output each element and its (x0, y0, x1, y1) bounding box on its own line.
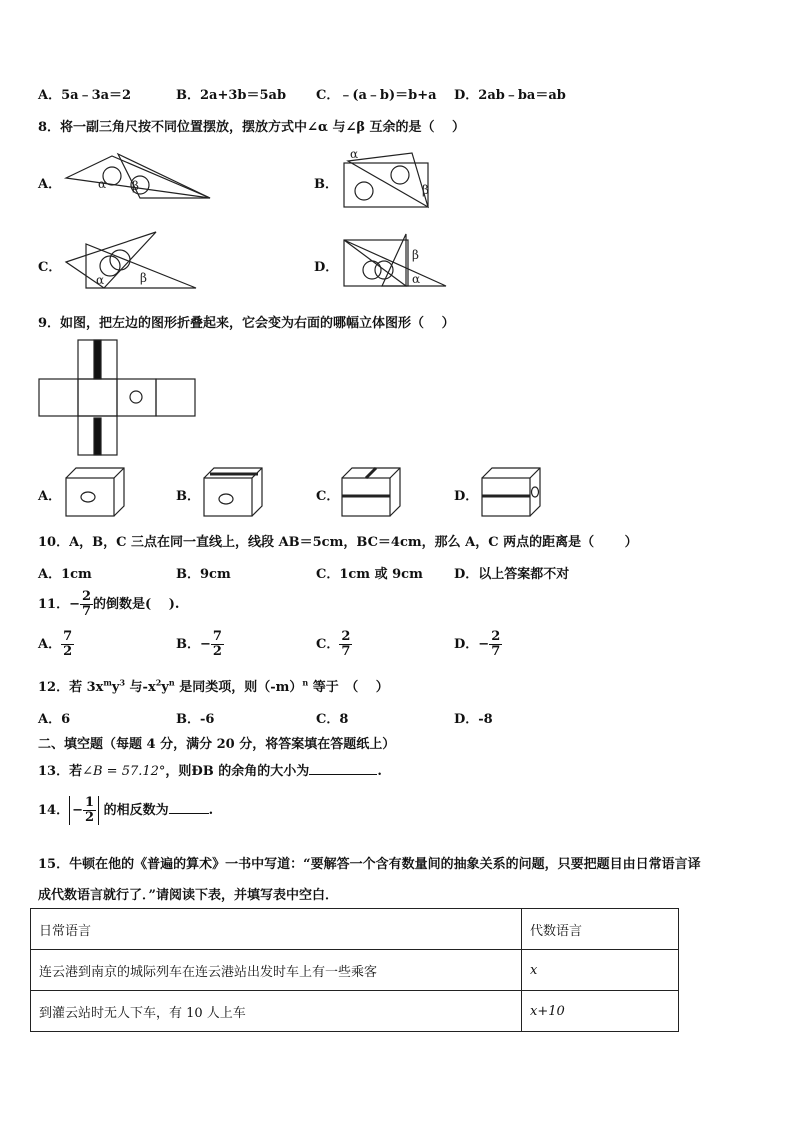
q12-stem: 12．若 $3x^my^3$ 与$-x^2y^n$ 是同类项，则$(-m)^n$ 等于 （ ） (38, 677, 389, 695)
q9-cube-a (64, 466, 128, 518)
q12-option-b: B．-6 (176, 712, 215, 727)
q11-stem: 11．− $\frac{2}{7}$ 的倒数是( ). (38, 589, 180, 619)
q9-net-figure (38, 338, 198, 458)
table-cell: 到灌云站时无人下车，有 10 人上车 (31, 991, 522, 1032)
table-header-row (31, 909, 679, 950)
q12-option-d: D．-8 (454, 712, 493, 727)
q9-cube-b (202, 466, 266, 518)
q8-b-beta: β (422, 183, 429, 197)
q11-option-b: B．− $\frac{7}{2}$ (176, 629, 222, 659)
q14-stem: 14． − $\frac{1}{2}$ 的相反数为 . (38, 795, 214, 825)
table-header-cell: 日常语言 (31, 909, 522, 950)
q9-label-a: A． (38, 489, 62, 504)
q7-option-a: A．5a﹣3a＝2 (38, 88, 132, 103)
table-cell: x+10 (522, 991, 679, 1032)
table-cell: x (522, 950, 679, 991)
q8-figure-d (342, 234, 452, 289)
q11-option-d: D．− $\frac{2}{7}$ (454, 629, 501, 659)
q7-option-d: D．2ab﹣ba＝ab (454, 88, 566, 103)
q13-stem: 13．若∠B = 57.12°，则ÐB 的余角的大小为 . (38, 764, 382, 779)
q8-d-beta: β (412, 248, 419, 262)
q9-label-d: D． (454, 489, 479, 504)
q11-option-a: A． $\frac{7}{2}$ (38, 629, 73, 659)
q9-cube-d (480, 466, 544, 518)
q8-a-beta: β (132, 179, 139, 193)
q8-figure-b (342, 145, 442, 210)
table-cell: 连云港到南京的城际列车在连云港站出发时车上有一些乘客 (31, 950, 522, 991)
q10-option-b: B．9cm (176, 567, 231, 582)
q9-cube-c (340, 466, 404, 518)
table-row (31, 950, 679, 991)
q8-a-alpha: α (98, 177, 107, 191)
q8-c-beta: β (140, 271, 147, 285)
q8-d-alpha: α (412, 272, 421, 286)
q8-label-b: B． (314, 177, 338, 192)
q8-stem: 8．将一副三角尺按不同位置摆放，摆放方式中∠α 与∠β 互余的是（ ） (38, 120, 466, 135)
q12-option-c: C．8 (316, 712, 349, 727)
q10-stem: 10．A，B，C 三点在同一直线上，线段 AB＝5cm，BC＝4cm，那么 A，C 两点的距离是（ ） (38, 535, 638, 550)
q10-option-d: D．以上答案都不对 (454, 567, 570, 582)
q15-line1: 15．牛顿在他的《普遍的算术》一书中写道：“要解答一个含有数量间的抽象关系的问题，只要把题目由日常语言译 (38, 857, 701, 872)
q10-option-c: C．1cm 或 9cm (316, 567, 423, 582)
q9-stem: 9．如图，把左边的图形折叠起来，它会变为右面的哪幅立体图形（ ） (38, 316, 455, 331)
q7-option-c: C．﹣(a﹣b)＝b+a (316, 88, 437, 103)
q8-figure-c (64, 230, 204, 292)
q8-label-a: A． (38, 177, 62, 192)
q11-option-c: C． $\frac{2}{7}$ (316, 629, 351, 659)
q8-label-d: D． (314, 260, 339, 275)
q9-label-b: B． (176, 489, 200, 504)
q12-option-a: A．6 (38, 712, 71, 727)
section-heading: 二、填空题（每题 4 分，满分 20 分，将答案填在答题纸上） (38, 737, 396, 752)
table-row (31, 991, 679, 1032)
q8-b-alpha: α (350, 147, 359, 161)
q15-table (30, 908, 679, 1032)
q9-label-c: C． (316, 489, 340, 504)
q8-figure-a (64, 152, 214, 212)
q8-c-alpha: α (96, 273, 105, 287)
q8-label-c: C． (38, 260, 62, 275)
q15-line2: 成代数语言就行了．”请阅读下表，并填写表中空白． (38, 888, 338, 903)
q10-option-a: A．1cm (38, 567, 92, 582)
q7-option-b: B．2a+3b＝5ab (176, 88, 287, 103)
table-header-cell: 代数语言 (522, 909, 679, 950)
